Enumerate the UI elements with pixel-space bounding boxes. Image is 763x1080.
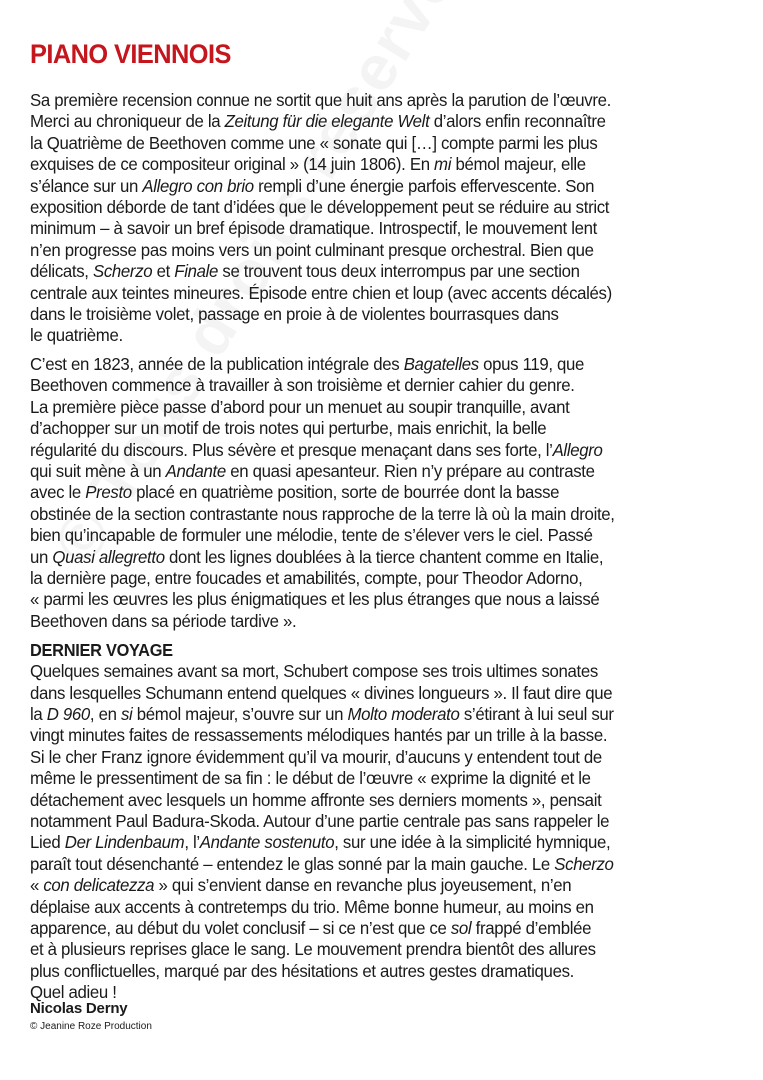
text-line — [30, 176, 733, 197]
italic-text: Andante sostenuto — [199, 832, 335, 853]
text-run: bémol majeur, elle — [451, 154, 586, 175]
text-run: n’en progresse pas moins vers un point culminant presque orchestral. Bien que — [30, 239, 594, 260]
text-run: détachement avec lesquels un homme affronte ses derniers moments », pensait — [30, 789, 602, 810]
paragraph-2 — [30, 354, 733, 632]
author-name: Nicolas Derny — [30, 1000, 128, 1017]
paragraph-1 — [30, 90, 733, 347]
text-line — [30, 504, 733, 525]
text-line — [30, 218, 733, 239]
italic-text: Andante — [165, 460, 226, 481]
text-run: Merci au chroniqueur de la — [30, 111, 225, 132]
text-run: même le pressentiment de sa fin : le début de l’œuvre « exprime la dignité et le — [30, 768, 591, 789]
text-line — [30, 725, 733, 746]
text-line — [30, 90, 733, 111]
text-line — [30, 525, 733, 546]
text-run: , sur une idée à la simplicité hymnique, — [334, 832, 611, 853]
text-run: opus 119, que — [478, 353, 585, 374]
text-run: la — [30, 703, 47, 724]
text-line — [30, 661, 733, 682]
text-line — [30, 261, 733, 282]
italic-text: Finale — [174, 261, 219, 282]
text-run: Si le cher Franz ignore évidemment qu’il va mourir, d’aucuns y entendent tout de — [30, 746, 602, 767]
italic-text: Allegro con brio — [142, 175, 254, 196]
photo-credit: © Jeanine Roze Production — [30, 1021, 152, 1032]
text-run: Quel adieu ! — [30, 982, 117, 1003]
text-run: et à plusieurs reprises glace le sang. Le mouvement prendra bientôt des allures — [30, 939, 596, 960]
text-line — [30, 589, 733, 610]
italic-text: Molto moderato — [347, 703, 460, 724]
italic-text: Allegro — [552, 439, 603, 460]
text-run: exquises de ce compositeur original » (14 juin 1806). En — [30, 154, 435, 175]
italic-text: Bagatelles — [403, 353, 479, 374]
text-line — [30, 461, 733, 482]
text-run: obstinée de la section contrastante nous rapproche de la terre là où la main droite, — [30, 503, 615, 524]
italic-text: Presto — [85, 482, 132, 503]
text-run: avec le — [30, 482, 86, 503]
text-line — [30, 283, 733, 304]
text-run: qui suit mène à un — [30, 460, 166, 481]
text-run: régularité du discours. Plus sévère et presque menaçant dans ses forte, l’ — [30, 439, 553, 460]
article-title: PIANO VIENNOIS — [30, 39, 231, 69]
text-line — [30, 832, 733, 853]
text-run: d’alors enfin reconnaître — [429, 111, 606, 132]
italic-text: Zeitung für die elegante Welt — [224, 111, 430, 132]
text-run: plus conflictuelles, marqué par des hésitations et autres gestes dramatiques. — [30, 960, 574, 981]
text-run: Lied — [30, 832, 65, 853]
text-run: , l’ — [184, 832, 200, 853]
text-line — [30, 982, 733, 1003]
text-line — [30, 354, 733, 375]
text-line — [30, 918, 733, 939]
text-run: « — [30, 875, 44, 896]
text-line — [30, 304, 733, 325]
text-line — [30, 790, 733, 811]
italic-text: Scherzo — [92, 261, 153, 282]
text-run: paraît tout désenchanté – entendez le glas sonné par la main gauche. Le — [30, 853, 555, 874]
text-line — [30, 704, 733, 725]
text-run: « parmi les œuvres les plus énigmatiques et les plus étranges que nous a laissé — [30, 589, 600, 610]
text-line — [30, 325, 733, 346]
text-run: se trouvent tous deux interrompus par une section — [218, 261, 580, 282]
text-run: dans lesquelles Schumann entend quelques « divines longueurs ». Il faut dire que — [30, 682, 613, 703]
italic-text: mi — [434, 154, 452, 175]
italic-text: Der Lindenbaum — [64, 832, 185, 853]
text-line — [30, 111, 733, 132]
text-run: notamment Paul Badura-Skoda. Autour d’une partie centrale pas sans rappeler le — [30, 811, 610, 831]
text-run: et — [152, 261, 175, 282]
text-line — [30, 961, 733, 982]
section-heading: DERNIER VOYAGE — [30, 640, 173, 661]
text-line — [30, 768, 733, 789]
text-line — [30, 440, 733, 461]
text-line — [30, 240, 733, 261]
text-line — [30, 397, 733, 418]
text-run: un — [30, 546, 53, 567]
text-run: la Quatrième de Beethoven comme une « sonate qui […] compte parmi les plus — [30, 132, 598, 153]
text-line — [30, 154, 733, 175]
text-line — [30, 375, 733, 396]
text-run: minimum – à savoir un bref épisode dramatique. Introspectif, le mouvement lent — [30, 218, 597, 239]
text-run: bémol majeur, s’ouvre sur un — [132, 703, 348, 724]
italic-text: si — [120, 703, 133, 724]
text-run: C’est en 1823, année de la publication intégrale des — [30, 353, 404, 374]
text-run: Sa première recension connue ne sortit que huit ans après la parution de l’œuvre. — [30, 90, 611, 110]
text-run: rempli d’une énergie parfois effervescente. Son — [253, 175, 595, 196]
text-run: dans le troisième volet, passage en proie à de violentes bourrasques dans — [30, 304, 559, 325]
text-line — [30, 897, 733, 918]
text-run: , en — [89, 703, 121, 724]
italic-text: D 960 — [46, 703, 90, 724]
text-line — [30, 939, 733, 960]
text-run: d’achopper sur un motif de trois notes qui perturbe, mais enrichit, la belle — [30, 418, 547, 439]
text-run: déplaise aux accents à contretemps du trio. Même bonne humeur, au moins en — [30, 896, 594, 917]
text-run: frappé d’emblée — [471, 918, 592, 939]
text-line — [30, 854, 733, 875]
text-run: exposition déborde de tant d’idées que le développement peut se réduire au strict — [30, 197, 610, 218]
text-line — [30, 683, 733, 704]
text-run: bien qu’incapable de formuler une mélodie, tente de s’élever vers le ciel. Passé — [30, 525, 593, 546]
text-run: Beethoven commence à travailler à son troisième et dernier cahier du genre. — [30, 375, 575, 396]
article — [30, 38, 735, 1011]
text-line — [30, 133, 733, 154]
text-line — [30, 611, 733, 632]
text-run: Quelques semaines avant sa mort, Schubert compose ses trois ultimes sonates — [30, 661, 598, 682]
text-line — [30, 547, 733, 568]
text-run: Beethoven dans sa période tardive ». — [30, 610, 297, 631]
italic-text: Quasi allegretto — [52, 546, 165, 567]
text-line — [30, 482, 733, 503]
text-line — [30, 568, 733, 589]
italic-text: sol — [450, 918, 472, 939]
text-run: » qui s’envient danse en revanche plus joyeusement, n’en — [154, 875, 572, 896]
paragraph-3 — [30, 661, 733, 1004]
text-run: s’élance sur un — [30, 175, 143, 196]
text-line — [30, 875, 733, 896]
text-run: placé en quatrième position, sorte de bourrée dont la basse — [131, 482, 560, 503]
text-run: apparence, au début du volet conclusif – si ce n’est que ce — [30, 918, 451, 939]
text-line — [30, 811, 733, 832]
text-run: dont les lignes doublées à la tierce chantent comme en Italie, — [164, 546, 604, 567]
italic-text: Scherzo — [554, 853, 614, 874]
text-run: s’étirant à lui seul sur — [459, 703, 614, 724]
text-run: la dernière page, entre foucades et amabilités, compte, pour Theodor Adorno, — [30, 567, 583, 588]
text-run: centrale aux teintes mineures. Épisode entre chien et loup (avec accents décalés) — [30, 282, 612, 303]
text-line — [30, 418, 733, 439]
text-run: le quatrième. — [30, 325, 123, 346]
text-line — [30, 747, 733, 768]
text-run: délicats, — [30, 261, 93, 282]
italic-text: con delicatezza — [43, 875, 155, 896]
text-run: vingt minutes faites de ressassements mélodiques hantés par un trille à la basse. — [30, 725, 608, 746]
text-run: en quasi apesanteur. Rien n’y prépare au contraste — [225, 460, 595, 481]
text-run: La première pièce passe d’abord pour un menuet au soupir tranquille, avant — [30, 396, 570, 417]
text-line — [30, 197, 733, 218]
